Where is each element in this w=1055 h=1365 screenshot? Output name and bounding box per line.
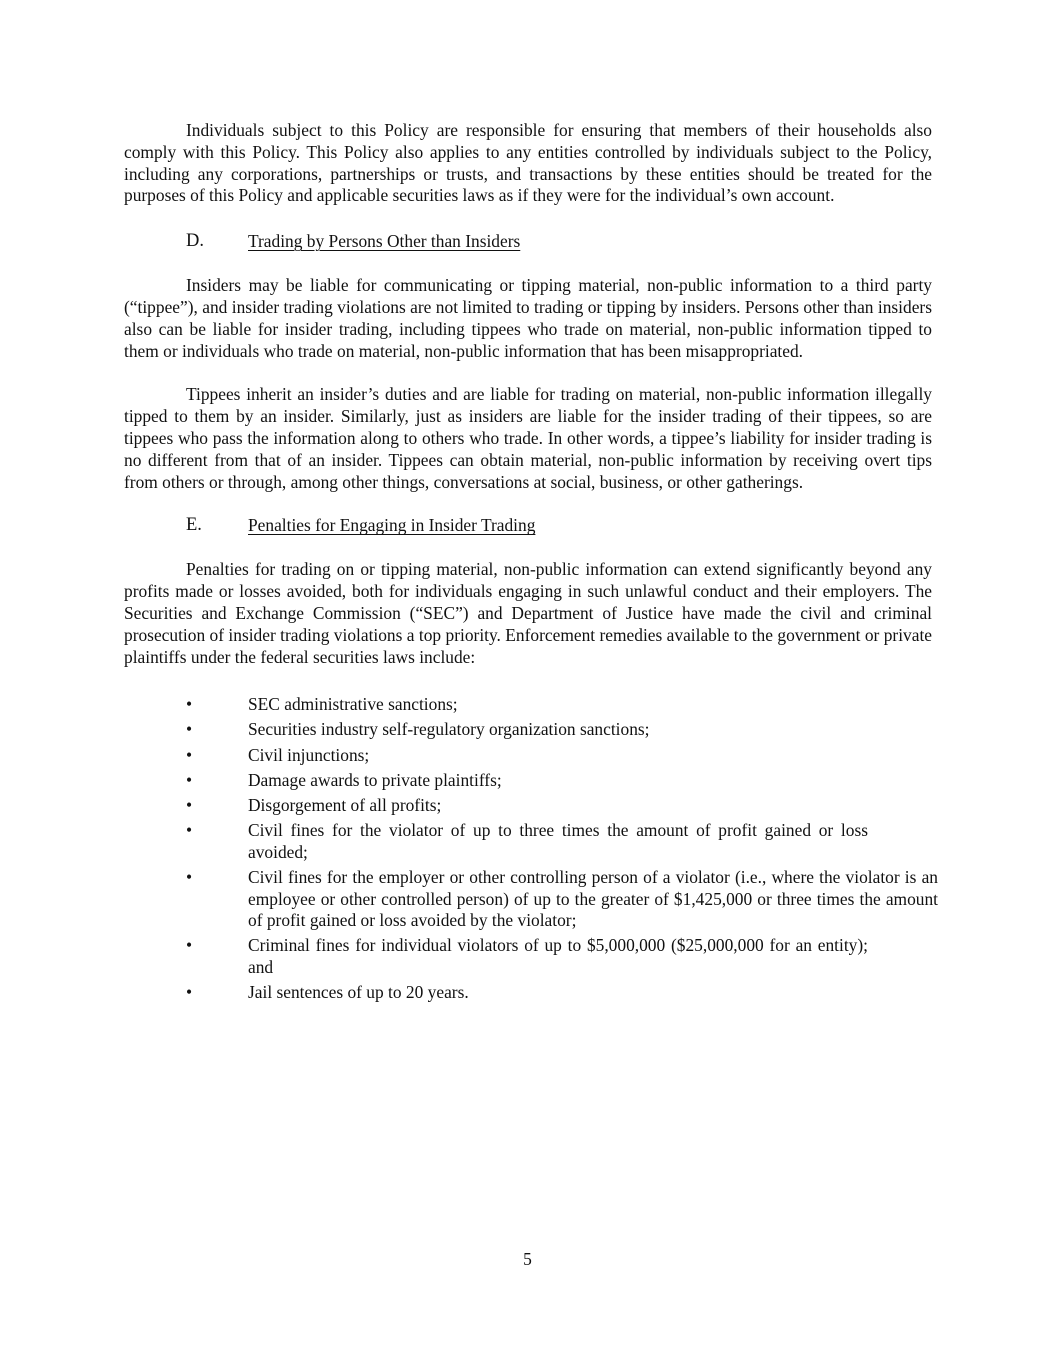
- section-number-e: E.: [186, 515, 202, 536]
- list-item-text: Damage awards to private plaintiffs;: [248, 769, 502, 790]
- list-item-text: SEC administrative sanctions;: [248, 694, 458, 715]
- list-item-text: Civil fines for the violator of up to three times the amount of profit gained or loss avoided;: [248, 819, 868, 862]
- list-item: [124, 745, 868, 767]
- list-item-text: Securities industry self-regulatory organization sanctions;: [248, 719, 650, 740]
- paragraph-tipping-liability: Insiders may be liable for communicating or tipping material, non-public information to a third party (“tippee”), and insider trading violations are not limited to trading or tipping by insiders. Persons other than insiders also can be liable for insider trading, including tippees who trade on material, non-public information tipped to them or individuals who trade on material, non-public information that has been misappropriated.: [124, 275, 932, 361]
- paragraph-household-members: Individuals subject to this Policy are responsible for ensuring that members of their households also comply with this Policy. This Policy also applies to any entities controlled by individuals subject to the Policy, including any corporations, partnerships or trusts, and transactions by these entities should be treated for the purposes of this Policy and applicable securities laws as if they were for the individual’s own account.: [124, 120, 932, 206]
- list-item: [124, 795, 868, 817]
- bullet-symbol: •: [186, 819, 193, 840]
- list-item: [124, 770, 868, 792]
- page-number: 5: [523, 1249, 532, 1269]
- list-item-text: Jail sentences of up to 20 years.: [248, 982, 469, 1003]
- section-title-e: Penalties for Engaging in Insider Trading: [248, 515, 536, 536]
- section-heading-d: [124, 231, 932, 253]
- bullet-symbol: •: [186, 866, 193, 887]
- section-heading-e: [124, 515, 932, 537]
- list-item: [124, 935, 868, 979]
- bullet-symbol: •: [186, 694, 193, 715]
- bullet-symbol: •: [186, 719, 193, 740]
- bullet-symbol: •: [186, 744, 193, 765]
- list-item-text: Civil injunctions;: [248, 744, 370, 765]
- list-item: [124, 867, 938, 932]
- list-item: [124, 694, 868, 716]
- bullet-symbol: •: [186, 935, 193, 956]
- bullet-symbol: •: [186, 769, 193, 790]
- document-page: [124, 120, 938, 1007]
- list-item: [124, 982, 868, 1004]
- bullet-symbol: •: [186, 794, 193, 815]
- bullet-symbol: •: [186, 982, 193, 1003]
- list-item: [124, 820, 868, 864]
- remedies-list: [124, 694, 938, 1004]
- paragraph-tippee-duties: Tippees inherit an insider’s duties and are liable for trading on material, non-public information illegally tipped to them by an insider. Similarly, just as insiders are liable for the insider trading of their tippees, so are tippees who pass the information along to others who trade. In other words, a tippee’s liability for insider trading is no different from that of an insider. Tippees can obtain material, non-public information by receiving overt tips from others or through, among other things, conversations at social, business, or other gatherings.: [124, 384, 932, 492]
- list-item-text: Criminal fines for individual violators of up to $5,000,000 ($25,000,000 for an entity); and: [248, 935, 868, 978]
- list-item-text: Disgorgement of all profits;: [248, 794, 442, 815]
- list-item: [124, 719, 868, 741]
- section-number-d: D.: [186, 231, 204, 252]
- list-item-text: Civil fines for the employer or other controlling person of a violator (i.e., where the violator is an employee or other controlled person) of up to the greater of $1,425,000 or three times the amount of profit gained or loss avoided by the violator;: [248, 866, 938, 931]
- paragraph-penalties: Penalties for trading on or tipping material, non-public information can extend significantly beyond any profits made or losses avoided, both for individuals engaging in such unlawful conduct and their employers. The Securities and Exchange Commission (“SEC”) and Department of Justice have made the civil and criminal prosecution of insider trading violations a top priority. Enforcement remedies available to the government or private plaintiffs under the federal securities laws include:: [124, 559, 932, 667]
- section-title-d: Trading by Persons Other than Insiders: [248, 231, 521, 252]
